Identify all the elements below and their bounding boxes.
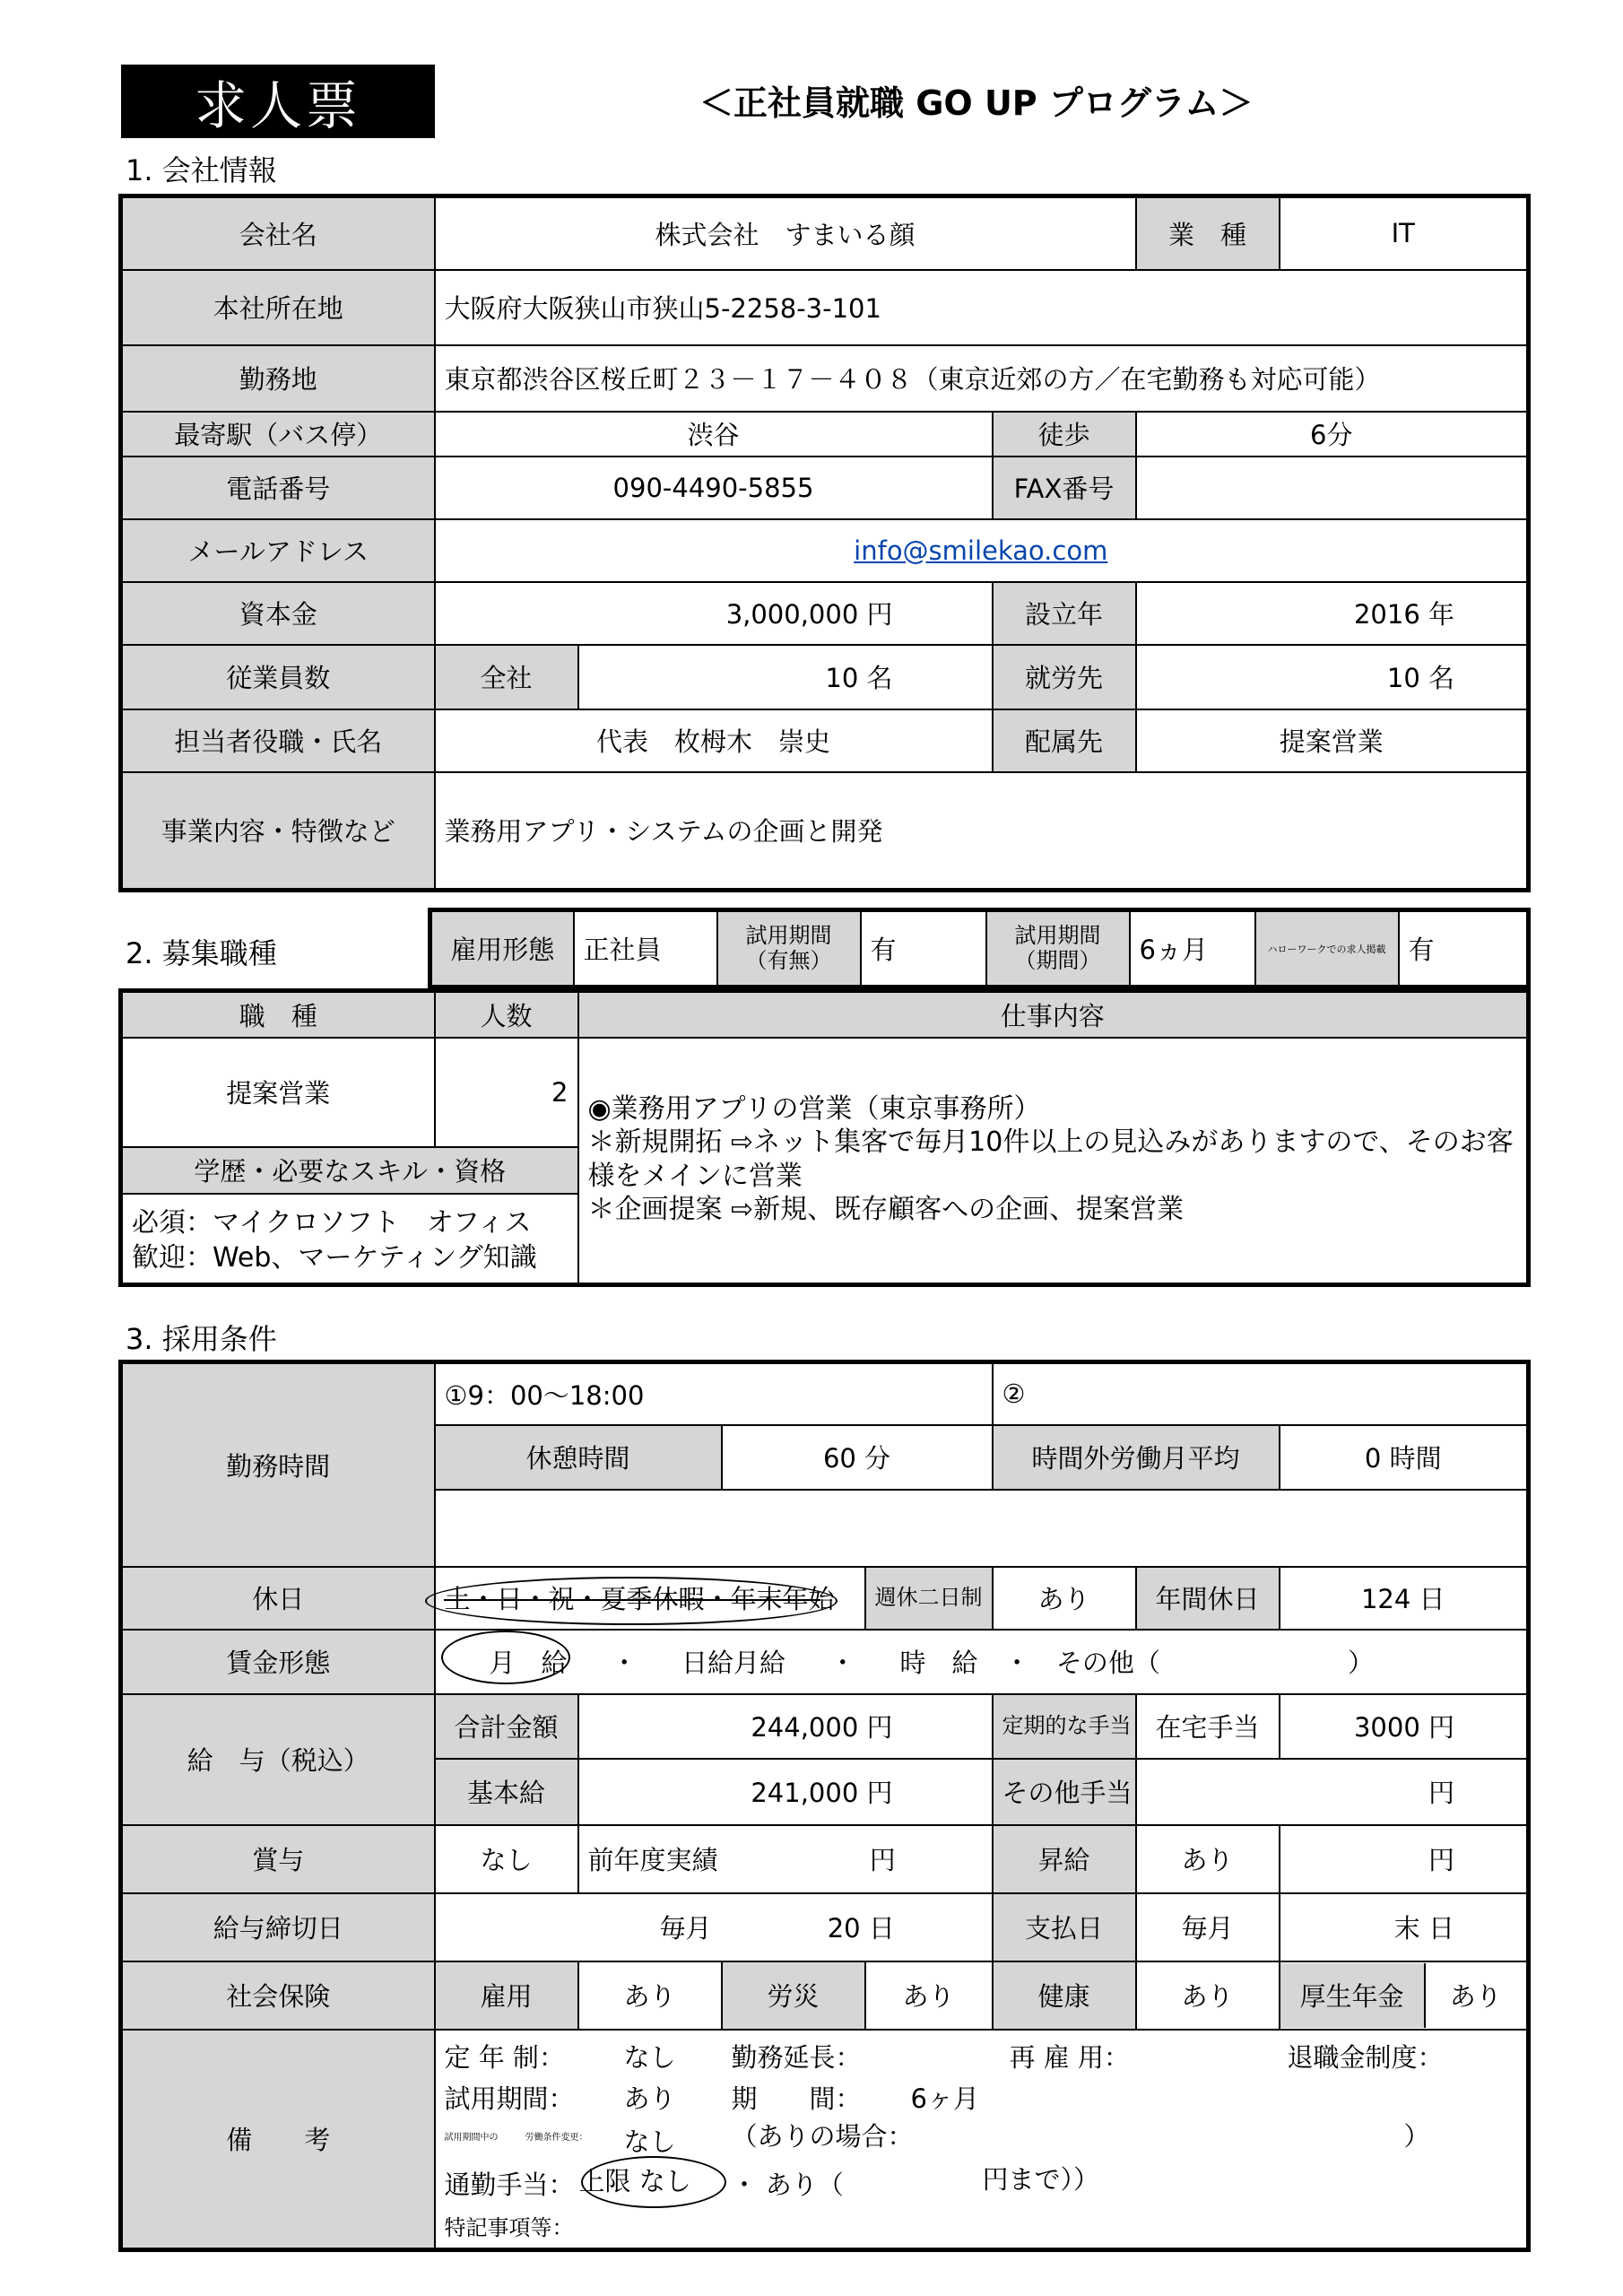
fax-value <box>1136 457 1529 519</box>
commute-upto: 円まで）） <box>982 2163 1100 2195</box>
raise-value: あり <box>1136 1825 1280 1893</box>
bonus-value: なし <box>435 1825 578 1893</box>
retire-value: なし <box>623 2041 676 2073</box>
raise-label: 昇給 <box>993 1825 1136 1893</box>
commute-no-limit-circle-mark <box>578 2156 726 2208</box>
trial-change-value: なし <box>623 2126 676 2157</box>
overtime-value: 0 時間 <box>1280 1425 1529 1490</box>
capital-label: 資本金 <box>121 582 435 645</box>
notes-trial-label: 試用期間： <box>444 2083 575 2114</box>
hellowork-label: ハローワークでの求人掲載 <box>1255 910 1399 987</box>
hours-label: 勤務時間 <box>121 1362 435 1567</box>
count-value: 2 <box>435 1038 578 1147</box>
section-conditions-heading: 3. 採用条件 <box>126 1322 277 1356</box>
two-day-label: 週休二日制 <box>865 1567 993 1630</box>
holidays-circle-mark <box>425 1577 838 1625</box>
trial-label: 試用期間（有無） <box>717 910 861 987</box>
content-label: 仕事内容 <box>578 991 1529 1038</box>
bonus-label: 賞与 <box>121 1825 435 1893</box>
notes-cell <box>435 2030 1529 2250</box>
break-label: 休憩時間 <box>435 1425 722 1490</box>
annual-label: 年間休日 <box>1136 1567 1280 1630</box>
extend-label: 勤務延長： <box>731 2041 862 2073</box>
total-label: 合計金額 <box>435 1694 578 1759</box>
raise-amount: 円 <box>1280 1825 1529 1893</box>
employees-all-label: 全社 <box>435 645 578 709</box>
section-recruit-heading: 2. 募集職種 <box>126 936 277 970</box>
hq-label: 本社所在地 <box>121 270 435 345</box>
conditions-table <box>118 1360 1531 2252</box>
founded-value: 2016 年 <box>1136 582 1529 645</box>
trial-period-value: 6ヵ月 <box>1130 910 1255 987</box>
commute-yes: ・ あり（ <box>731 2169 844 2200</box>
program-name: ＜正社員就職 GO UP プログラム＞ <box>699 83 1254 123</box>
pension-label: 厚生年金 <box>1280 1963 1426 2028</box>
founded-label: 設立年 <box>993 582 1136 645</box>
overtime-label: 時間外労働月平均 <box>993 1425 1280 1490</box>
business-label: 事業内容・特徴など <box>121 772 435 891</box>
holiday-label: 休日 <box>121 1567 435 1630</box>
notes-label: 備 考 <box>121 2030 435 2250</box>
emp-type-value: 正社員 <box>574 910 717 987</box>
wage-sep-1: ・ <box>611 1648 638 1678</box>
business-value: 業務用アプリ・システムの企画と開発 <box>435 772 1529 891</box>
special-label: 特記事項等： <box>444 2214 574 2240</box>
rehire-label: 再 雇 用： <box>1009 2041 1130 2073</box>
health-value: あり <box>1136 1961 1280 2030</box>
base-value: 241,000 円 <box>578 1759 993 1825</box>
holidays-strike-mark <box>444 1599 820 1601</box>
wage-hourly: 時 給 <box>899 1648 978 1678</box>
skills-value <box>121 1194 578 1285</box>
holidays-value: 土・日・祝・夏季休暇・年末年始 <box>435 1567 865 1630</box>
cutoff-day: 20 日 <box>827 1913 895 1944</box>
base-label: 基本給 <box>435 1759 578 1825</box>
contact-value: 代表 枚栂木 崇史 <box>435 709 993 772</box>
walk-label: 徒歩 <box>993 412 1136 457</box>
count-label: 人数 <box>435 991 578 1038</box>
section-company-heading: 1. 会社情報 <box>126 153 277 187</box>
payday-label: 支払日 <box>993 1893 1136 1961</box>
cutoff-value <box>435 1893 993 1961</box>
severance-label: 退職金制度： <box>1287 2041 1444 2073</box>
phone-value: 090-4490-5855 <box>435 457 993 519</box>
emp-type-label: 雇用形態 <box>430 910 574 987</box>
wage-sep-2: ・ <box>829 1648 856 1678</box>
insurance-label: 社会保険 <box>121 1961 435 2030</box>
trial-period-label: 試用期間（期間） <box>986 910 1130 987</box>
bonus-prev-label: 前年度実績 <box>587 1845 718 1875</box>
commute-no-limit: 上限 なし <box>578 2165 691 2196</box>
employment-value: あり <box>578 1961 722 2030</box>
trial-value: 有 <box>861 910 986 987</box>
workplace-label: 勤務地 <box>121 345 435 412</box>
wage-type-label: 賃金形態 <box>121 1630 435 1694</box>
company-name: 株式会社 すまいる顔 <box>435 196 1136 270</box>
employees-site-value: 10 名 <box>1136 645 1529 709</box>
employees-site-label: 就労先 <box>993 645 1136 709</box>
hours-blank <box>435 1490 1529 1567</box>
employees-all-value: 10 名 <box>578 645 993 709</box>
trial-change-label: 試用期間中の 労働条件変更： <box>444 2132 588 2143</box>
content-line-2: ＊新規開拓 ⇨ネット集客で毎月10件以上の見込みがありますので、そのお客様をメインに営業 <box>587 1126 1514 1192</box>
shift-1: ①9：00～18:00 <box>435 1362 993 1425</box>
wage-sep-3: ・ <box>1003 1648 1030 1678</box>
contact-label: 担当者役職・氏名 <box>121 709 435 772</box>
pension-cell <box>1280 1961 1529 2030</box>
two-day-value: あり <box>993 1567 1136 1630</box>
capital-value: 3,000,000 円 <box>435 582 993 645</box>
job-label: 職 種 <box>121 991 435 1038</box>
company-name-label: 会社名 <box>121 196 435 270</box>
skills-label: 学歴・必要なスキル・資格 <box>121 1147 578 1194</box>
wage-monthly: 月 給 <box>489 1648 568 1678</box>
cutoff-month: 毎月 <box>659 1913 712 1944</box>
payday-day: 末 日 <box>1280 1893 1529 1961</box>
payday-month: 毎月 <box>1136 1893 1280 1961</box>
notes-trial-period-value: 6ヶ月 <box>910 2083 979 2114</box>
annual-value: 124 日 <box>1280 1567 1529 1630</box>
walk-value: 6分 <box>1136 412 1529 457</box>
email-cell <box>435 519 1529 582</box>
salary-label: 給 与（税込） <box>121 1694 435 1825</box>
hellowork-value: 有 <box>1399 910 1529 987</box>
bonus-prev-value: 円 <box>869 1845 896 1875</box>
document-title: 求人票 <box>121 65 435 138</box>
email-label: メールアドレス <box>121 519 435 582</box>
company-table <box>118 194 1531 892</box>
trial-change-case: （ありの場合： <box>731 2120 914 2152</box>
dept-label: 配属先 <box>993 709 1136 772</box>
wage-daily: 日給月給 <box>681 1648 785 1678</box>
other-allow-value: 円 <box>1136 1759 1529 1825</box>
content-line-3: ＊企画提案 ⇨新規、既存顧客への企画、提案営業 <box>587 1194 1185 1225</box>
commute-label: 通勤手当： <box>444 2169 575 2200</box>
employment-label: 雇用 <box>435 1961 578 2030</box>
job-value: 提案営業 <box>121 1038 435 1147</box>
notes-trial-value: あり <box>623 2083 676 2114</box>
industry-value: IT <box>1280 196 1529 270</box>
wage-monthly-circle-mark <box>441 1631 570 1684</box>
wage-other: その他（ <box>1055 1648 1160 1678</box>
regular-allow-label: 定期的な手当 <box>993 1694 1136 1759</box>
station-label: 最寄駅（バス停） <box>121 412 435 457</box>
regular-allow-value: 3000 円 <box>1280 1694 1529 1759</box>
skill-welcome: 歓迎：Web、マーケティング知識 <box>132 1241 537 1274</box>
fax-label: FAX番号 <box>993 457 1136 519</box>
accident-label: 労災 <box>722 1961 865 2030</box>
recruit-terms-table <box>428 908 1531 989</box>
pension-value: あり <box>1449 1981 1502 2012</box>
workplace-address: 東京都渋谷区桜丘町２３－１７－４０８（東京近郊の方／在宅勤務も対応可能） <box>435 345 1529 412</box>
email-link[interactable]: info@smilekao.com <box>854 535 1108 566</box>
health-label: 健康 <box>993 1961 1136 2030</box>
dept-value: 提案営業 <box>1136 709 1529 772</box>
accident-value: あり <box>865 1961 993 2030</box>
bonus-prev-cell <box>578 1825 993 1893</box>
break-value: 60 分 <box>722 1425 993 1490</box>
job-table <box>118 988 1531 1287</box>
shift-2: ② <box>993 1362 1529 1425</box>
regular-allow-name: 在宅手当 <box>1136 1694 1280 1759</box>
notes-trial-period-label: 期 間： <box>731 2083 862 2114</box>
content-line-1: ◉業務用アプリの営業（東京事務所） <box>587 1092 1041 1125</box>
wage-other-close: ） <box>1348 1648 1375 1678</box>
other-allow-label: その他手当 <box>993 1759 1136 1825</box>
employees-label: 従業員数 <box>121 645 435 709</box>
industry-label: 業 種 <box>1136 196 1280 270</box>
trial-change-close: ） <box>1403 2120 1430 2152</box>
retire-label: 定 年 制： <box>444 2041 565 2073</box>
wage-type-options <box>435 1630 1529 1694</box>
job-content <box>578 1038 1529 1285</box>
station-value: 渋谷 <box>435 412 993 457</box>
cutoff-label: 給与締切日 <box>121 1893 435 1961</box>
phone-label: 電話番号 <box>121 457 435 519</box>
hq-address: 大阪府大阪狭山市狭山5-2258-3-101 <box>435 270 1529 345</box>
total-value: 244,000 円 <box>578 1694 993 1759</box>
skill-required: 必須：マイクロソフト オフィス <box>132 1206 532 1239</box>
